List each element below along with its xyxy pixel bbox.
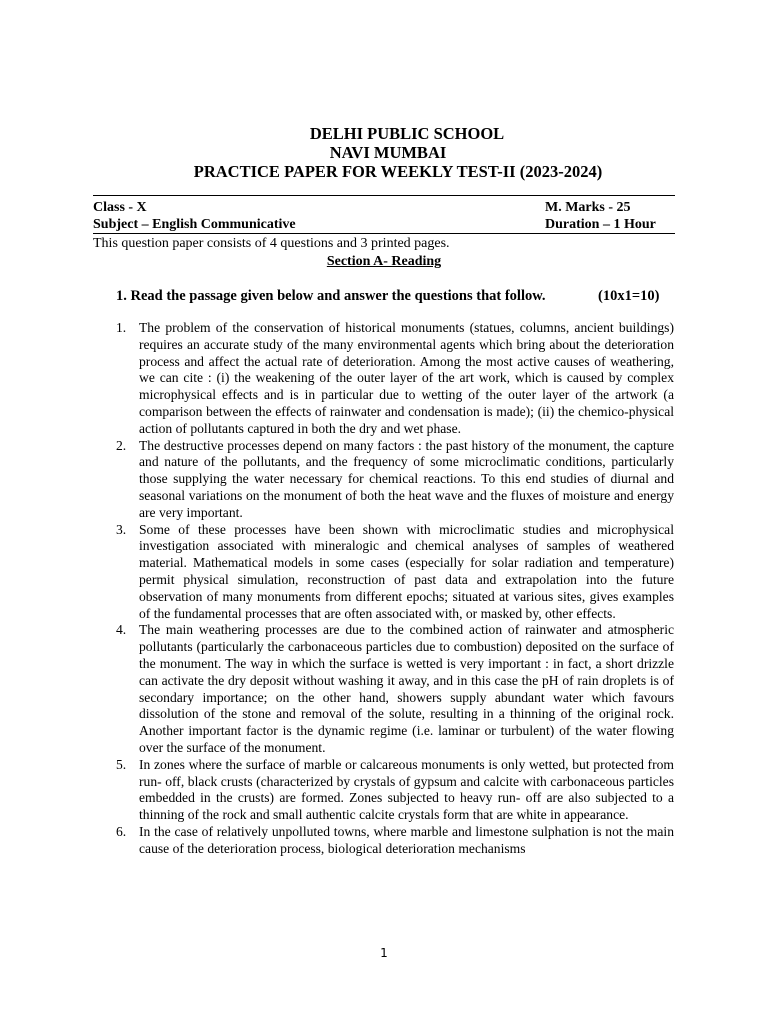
class-label: Class - X xyxy=(93,200,147,215)
paragraph-text: In the case of relatively unpolluted towns, where marble and limestone sulphation is not the main cause of the deterioration process, biological deterioration mechanisms xyxy=(139,823,674,856)
paragraph-text: The main weathering processes are due to the combined action of rainwater and atmospheric pollutants (particularly the carbonaceous particles due to combustion) deposited on the surface of the monument. The way in which the surface is wetted is very important : in fact, a short drizzle can activate the dry deposit without washing it away, and in this case the pH of rain droplets is of secondary importance; on the other hand, showers supply abundant water which favours dissolution of the stone and removal of the solute, resulting in a thinning of the original rock. Another important factor is the dynamic regime (i.e. laminar or turbulent) of the water flowing over the surface of the monument. xyxy=(139,622,674,755)
section-title-text: Section A- Reading xyxy=(326,254,442,269)
paragraph-text: Some of these processes have been shown with microclimatic studies and microphysical investigation associated with mineralogic and chemical analyses of samples of weathered material. Mathematical models in some cases (especially for solar radiation and temperature) permit physical simulation, reconstruction of past data and extrapolation into the future observation of many monuments from different epochs; situated at various sites, gives examples of the fundamental processes that are often associated with, or masked by, other effects. xyxy=(139,521,674,621)
passage-paragraph xyxy=(116,824,674,858)
header-divider xyxy=(93,195,675,196)
paragraph-text: The destructive processes depend on many factors : the past history of the monument, the capture and nature of the pollutants, and the frequency of some microclimatic conditions, particularly those supplying the water necessary for chemical reactions. To this end studies of diurnal and seasonal variations on the monument of both the heat wave and the fluxes of moisture and energy are very important. xyxy=(139,437,674,520)
paragraph-number: 1. xyxy=(116,320,127,335)
question-marks: (10x1=10) xyxy=(598,288,660,304)
max-marks-label: M. Marks - 25 xyxy=(545,200,631,215)
paper-note: This question paper consists of 4 questions and 3 printed pages. xyxy=(93,236,450,251)
paragraph-text: In zones where the surface of marble or calcareous monuments is only wetted, but protected from run- off, black crusts (characterized by crystals of gypsum and calcite with carbonaceous particles embedded in the crusts) are formed. Zones subjected to heavy run- off are also subjected to a thinning of the rock and small authentic calcite crystals form that are white in appearance. xyxy=(139,756,674,823)
passage-paragraph xyxy=(116,438,674,522)
question-text: 1. Read the passage given below and answer the questions that follow. xyxy=(116,288,546,304)
paragraph-number: 3. xyxy=(116,521,127,537)
page-number: 1 xyxy=(380,946,388,960)
school-name: DELHI PUBLIC SCHOOL xyxy=(309,124,505,143)
paragraph-number: 4. xyxy=(116,622,127,638)
paragraph-text: The problem of the conservation of historical monuments (statues, columns, ancient buildings) requires an accurate study of the many environmental agents which bring about the deterioration process and affect the actual rate of deterioration. Among the most active causes of weathering, we can cite : (i) the weakening of the outer layer of the art work, which is caused by complex microphysical effects and is in particular due to wetting of the outer layer of the artwork (a comparison between the effects of rainwater and condensation is made); (ii) the chemico-physical action of pollutants captured in both the dry and wet phase. xyxy=(139,320,674,436)
passage-list xyxy=(116,320,674,858)
passage-paragraph xyxy=(116,757,674,824)
duration-label: Duration – 1 Hour xyxy=(545,217,656,232)
subject-label: Subject – English Communicative xyxy=(93,217,296,232)
paper-title: PRACTICE PAPER FOR WEEKLY TEST-II (2023-2024) xyxy=(193,162,603,181)
paragraph-number: 2. xyxy=(116,437,127,453)
passage-paragraph xyxy=(116,522,674,623)
passage-paragraph xyxy=(116,320,674,438)
question-heading xyxy=(116,287,660,305)
paragraph-number: 6. xyxy=(116,823,127,839)
passage-paragraph xyxy=(116,622,674,756)
paragraph-number: 5. xyxy=(116,756,127,772)
section-title xyxy=(0,253,768,270)
school-city: NAVI MUMBAI xyxy=(329,143,447,162)
meta-divider xyxy=(93,233,675,234)
